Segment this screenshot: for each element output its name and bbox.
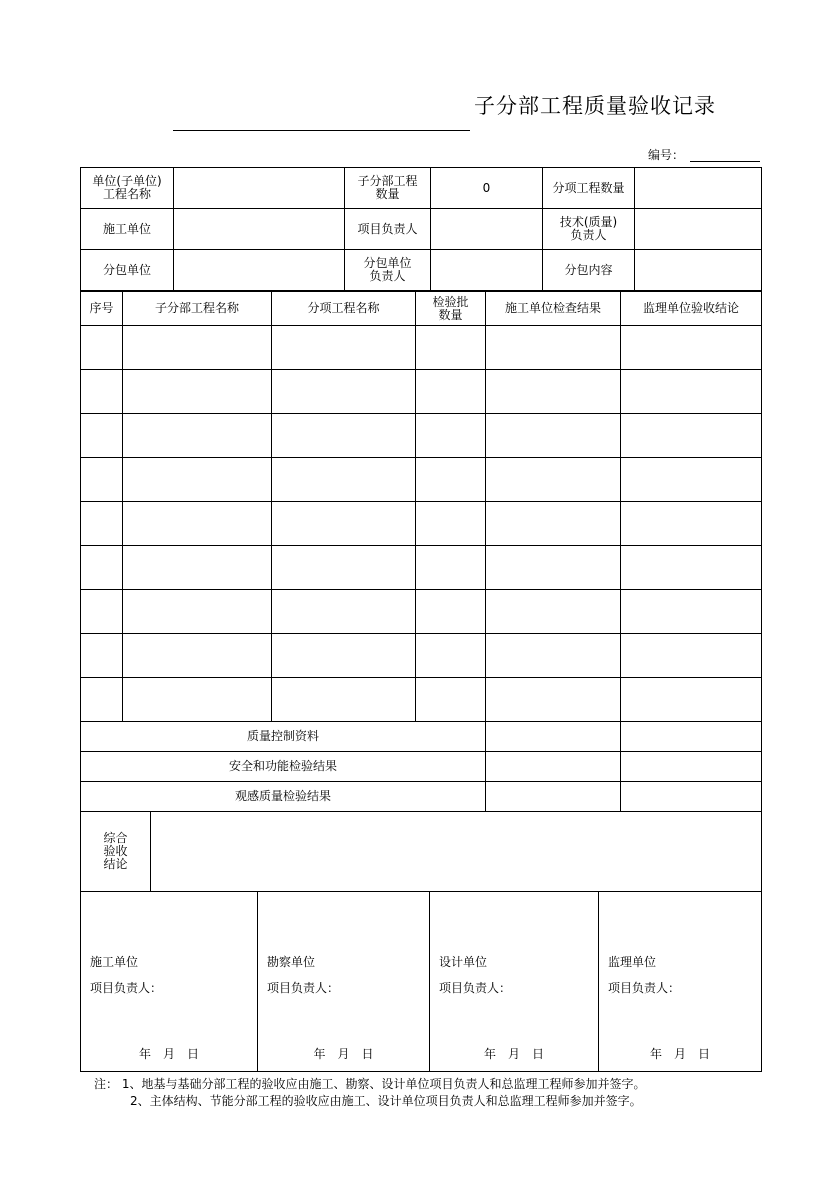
project-lead-label: 项目负责人	[345, 209, 431, 250]
col-header-sub-division: 子分部工程名称	[123, 292, 272, 326]
table-row	[81, 678, 762, 722]
signature-person-label: 项目负责人：	[439, 981, 512, 995]
summary-label: 安全和功能检验结果	[81, 752, 486, 782]
cell-supervision-conclusion[interactable]	[621, 546, 762, 590]
cell-sub-division[interactable]	[123, 678, 272, 722]
cell-seq[interactable]	[81, 678, 123, 722]
col-header-sub-item: 分项工程名称	[272, 292, 416, 326]
cell-sub-item[interactable]	[272, 458, 416, 502]
conclusion-label: 综合 验收 结论	[81, 812, 151, 892]
cell-seq[interactable]	[81, 414, 123, 458]
table-row	[81, 590, 762, 634]
unit-name-value[interactable]	[174, 168, 345, 209]
cell-supervision-conclusion[interactable]	[621, 458, 762, 502]
cell-batch-count[interactable]	[416, 414, 486, 458]
cell-seq[interactable]	[81, 634, 123, 678]
subcontract-content-label: 分包内容	[543, 250, 635, 291]
cell-supervision-conclusion[interactable]	[621, 370, 762, 414]
cell-construction-check[interactable]	[486, 590, 621, 634]
signature-unit: 施工单位	[90, 955, 139, 969]
cell-supervision-conclusion[interactable]	[621, 634, 762, 678]
cell-seq[interactable]	[81, 546, 123, 590]
cell-sub-division[interactable]	[123, 458, 272, 502]
table-row	[81, 634, 762, 678]
signature-date: 年 月 日	[313, 1047, 374, 1061]
cell-batch-count[interactable]	[416, 502, 486, 546]
signature-cell[interactable]	[258, 892, 430, 1072]
cell-sub-division[interactable]	[123, 546, 272, 590]
note-line: 2、主体结构、节能分部工程的验收应由施工、设计单位项目负责人和总监理工程师参加并签字。	[94, 1094, 642, 1108]
table-header-row	[81, 292, 762, 326]
unit-name-label: 单位(子单位) 工程名称	[81, 168, 174, 209]
signature-date: 年 月 日	[649, 1047, 710, 1061]
items-table	[80, 291, 762, 812]
summary-row	[81, 782, 762, 812]
cell-sub-item[interactable]	[272, 678, 416, 722]
signature-date: 年 月 日	[138, 1047, 199, 1061]
cell-construction-check[interactable]	[486, 326, 621, 370]
conclusion-table	[80, 811, 762, 892]
summary-label: 观感质量检验结果	[81, 782, 486, 812]
sub-division-count-label: 子分部工程 数量	[345, 168, 431, 209]
cell-construction-check[interactable]	[486, 370, 621, 414]
cell-construction-check[interactable]	[486, 414, 621, 458]
cell-batch-count[interactable]	[416, 590, 486, 634]
cell-batch-count[interactable]	[416, 634, 486, 678]
table-row	[81, 370, 762, 414]
note-line: 注： 1、地基与基础分部工程的验收应由施工、勘察、设计单位项目负责人和总监理工程师参加并签字。	[94, 1077, 646, 1091]
cell-sub-division[interactable]	[123, 502, 272, 546]
signature-cell[interactable]	[81, 892, 258, 1072]
signature-person-label: 项目负责人：	[608, 981, 681, 995]
page-title: 子分部工程质量验收记录	[474, 94, 716, 118]
cell-batch-count[interactable]	[416, 370, 486, 414]
signature-unit: 监理单位	[608, 955, 657, 969]
col-header-supervision-conclusion: 监理单位验收结论	[621, 292, 762, 326]
construction-unit-value[interactable]	[174, 209, 345, 250]
cell-seq[interactable]	[81, 458, 123, 502]
cell-sub-item[interactable]	[272, 590, 416, 634]
cell-construction-check[interactable]	[486, 502, 621, 546]
cell-sub-division[interactable]	[123, 326, 272, 370]
cell-seq[interactable]	[81, 326, 123, 370]
cell-seq[interactable]	[81, 502, 123, 546]
cell-seq[interactable]	[81, 590, 123, 634]
header-info-table	[80, 167, 762, 291]
cell-sub-item[interactable]	[272, 414, 416, 458]
tech-lead-label: 技术(质量) 负责人	[543, 209, 635, 250]
cell-sub-item[interactable]	[272, 502, 416, 546]
tech-lead-value[interactable]	[635, 209, 762, 250]
subcontract-lead-value[interactable]	[431, 250, 543, 291]
table-row	[81, 546, 762, 590]
signature-cell[interactable]	[430, 892, 599, 1072]
cell-construction-check[interactable]	[486, 678, 621, 722]
cell-sub-item[interactable]	[272, 546, 416, 590]
cell-construction-check[interactable]	[486, 546, 621, 590]
signature-table	[80, 891, 762, 1072]
cell-sub-division[interactable]	[123, 414, 272, 458]
col-header-construction-check: 施工单位检查结果	[486, 292, 621, 326]
project-lead-value[interactable]	[431, 209, 543, 250]
subcontract-unit-value[interactable]	[174, 250, 345, 291]
number-field[interactable]	[690, 161, 760, 162]
cell-supervision-conclusion[interactable]	[621, 678, 762, 722]
cell-batch-count[interactable]	[416, 678, 486, 722]
subcontract-unit-label: 分包单位	[81, 250, 174, 291]
cell-batch-count[interactable]	[416, 326, 486, 370]
signature-unit: 设计单位	[439, 955, 488, 969]
subcontract-lead-label: 分包单位 负责人	[345, 250, 431, 291]
cell-sub-division[interactable]	[123, 634, 272, 678]
col-header-batch-count: 检验批 数量	[416, 292, 486, 326]
summary-check[interactable]	[486, 752, 621, 782]
sub-item-count-label: 分项工程数量	[543, 168, 635, 209]
cell-sub-division[interactable]	[123, 370, 272, 414]
cell-supervision-conclusion[interactable]	[621, 590, 762, 634]
summary-conclusion[interactable]	[621, 722, 762, 752]
cell-construction-check[interactable]	[486, 458, 621, 502]
signature-date: 年 月 日	[483, 1047, 544, 1061]
cell-batch-count[interactable]	[416, 546, 486, 590]
summary-check[interactable]	[486, 722, 621, 752]
subcontract-content-value[interactable]	[635, 250, 762, 291]
cell-supervision-conclusion[interactable]	[621, 502, 762, 546]
signature-cell[interactable]	[599, 892, 762, 1072]
cell-seq[interactable]	[81, 370, 123, 414]
cell-sub-division[interactable]	[123, 590, 272, 634]
sub-division-count-value[interactable]: 0	[431, 168, 543, 209]
summary-conclusion[interactable]	[621, 752, 762, 782]
table-row	[81, 414, 762, 458]
table-row	[81, 458, 762, 502]
summary-check[interactable]	[486, 782, 621, 812]
cell-sub-item[interactable]	[272, 326, 416, 370]
cell-supervision-conclusion[interactable]	[621, 414, 762, 458]
signature-person-label: 项目负责人：	[267, 981, 340, 995]
number-label: 编号：	[648, 148, 685, 162]
summary-row	[81, 722, 762, 752]
construction-unit-label: 施工单位	[81, 209, 174, 250]
cell-construction-check[interactable]	[486, 634, 621, 678]
cell-sub-item[interactable]	[272, 634, 416, 678]
table-row	[81, 326, 762, 370]
summary-label: 质量控制资料	[81, 722, 486, 752]
col-header-seq: 序号	[81, 292, 123, 326]
title-underline	[173, 130, 470, 131]
signature-person-label: 项目负责人：	[90, 981, 163, 995]
signature-unit: 勘察单位	[267, 955, 316, 969]
sub-item-count-value[interactable]	[635, 168, 762, 209]
cell-supervision-conclusion[interactable]	[621, 326, 762, 370]
summary-row	[81, 752, 762, 782]
table-row	[81, 502, 762, 546]
cell-sub-item[interactable]	[272, 370, 416, 414]
conclusion-value[interactable]	[151, 812, 762, 892]
summary-conclusion[interactable]	[621, 782, 762, 812]
cell-batch-count[interactable]	[416, 458, 486, 502]
